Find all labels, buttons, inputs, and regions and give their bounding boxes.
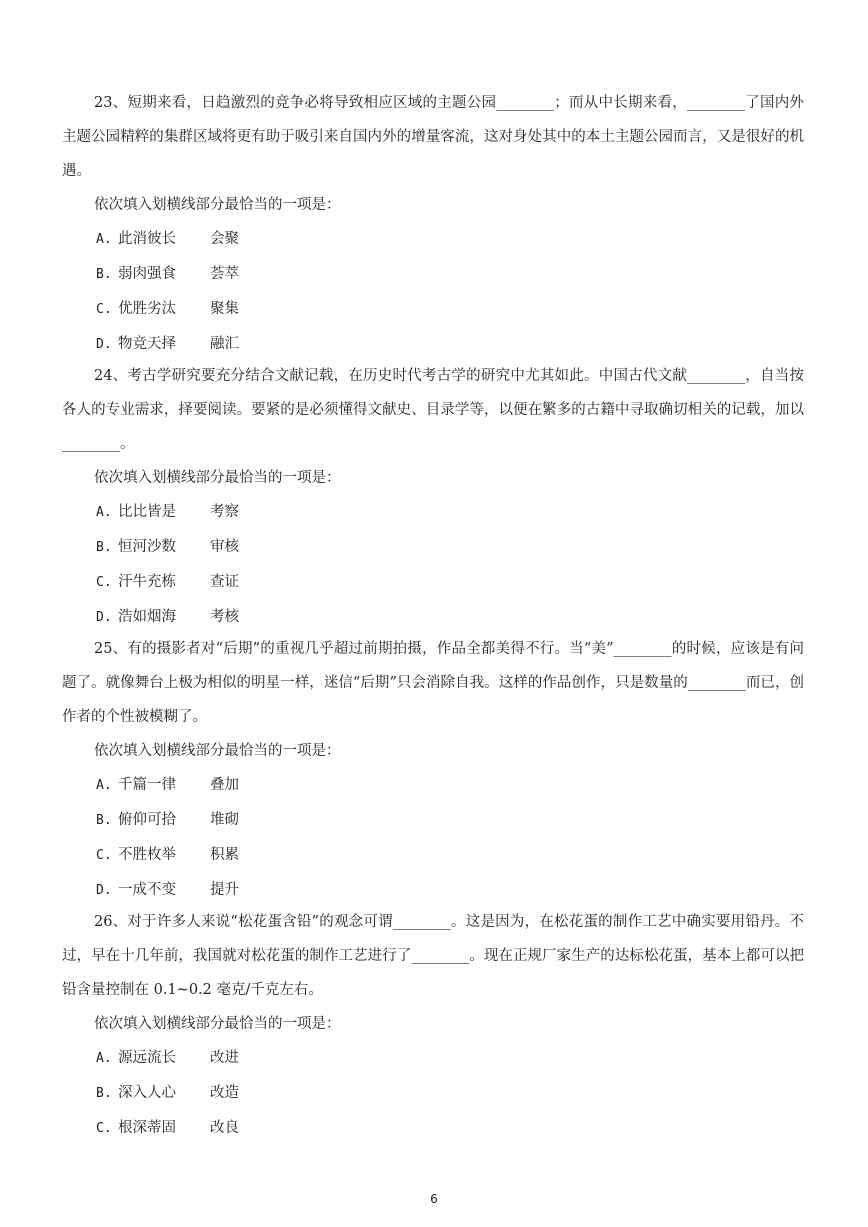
option-word-1: 恒河沙数 (118, 539, 176, 555)
option-b[interactable] (62, 257, 804, 292)
option-letter: D. (96, 337, 112, 352)
option-word-2: 积累 (210, 847, 239, 863)
option-letter: A. (96, 232, 112, 247)
question-prompt: 依次填入划横线部分最恰当的一项是： (94, 197, 341, 213)
option-word-1: 弱肉强食 (118, 266, 176, 282)
option-word-2: 融汇 (210, 336, 239, 352)
option-word-1: 此消彼长 (118, 231, 176, 247)
option-letter: D. (96, 883, 112, 898)
option-word-1: 优胜劣汰 (118, 301, 176, 317)
option-word-2: 考察 (210, 504, 239, 520)
question-prompt: 依次填入划横线部分最恰当的一项是： (94, 470, 341, 486)
option-a[interactable] (62, 222, 804, 257)
option-c[interactable] (62, 838, 804, 873)
option-list (62, 222, 804, 362)
option-b[interactable] (62, 1076, 804, 1111)
option-letter: A. (96, 1051, 112, 1066)
option-word-1: 源远流长 (118, 1050, 176, 1066)
option-word-2: 会聚 (210, 231, 239, 247)
option-word-1: 汗牛充栋 (118, 574, 176, 590)
option-word-2: 堆砌 (210, 812, 239, 828)
option-letter: C. (96, 1121, 112, 1136)
option-d[interactable] (62, 873, 804, 908)
option-letter: C. (96, 575, 112, 590)
option-letter: C. (96, 848, 112, 863)
option-list (62, 1041, 804, 1146)
option-letter: B. (96, 267, 112, 282)
question-stem: 24、考古学研究要充分结合文献记载，在历史时代考古学的研究中尤其如此。中国古代文献________，自当按各人的专业需求，择要阅读。要紧的是必须懂得文献史、目录学等，以便在繁多的古籍中寻取确切相关的记载，加以________。 (62, 368, 804, 452)
question-prompt: 依次填入划横线部分最恰当的一项是： (94, 743, 341, 759)
option-word-2: 审核 (210, 539, 239, 555)
option-letter: C. (96, 302, 112, 317)
option-c[interactable] (62, 565, 804, 600)
option-a[interactable] (62, 495, 804, 530)
option-word-1: 千篇一律 (118, 777, 176, 793)
option-word-2: 改造 (210, 1085, 239, 1101)
option-word-1: 根深蒂固 (118, 1120, 176, 1136)
question-25 (62, 632, 804, 908)
option-word-2: 荟萃 (210, 266, 239, 282)
option-letter: B. (96, 1086, 112, 1101)
option-word-2: 考核 (210, 609, 239, 625)
option-word-2: 叠加 (210, 777, 239, 793)
option-word-2: 聚集 (210, 301, 239, 317)
option-word-2: 提升 (210, 882, 239, 898)
question-prompt: 依次填入划横线部分最恰当的一项是： (94, 1016, 341, 1032)
option-letter: B. (96, 813, 112, 828)
option-c[interactable] (62, 1111, 804, 1146)
option-c[interactable] (62, 292, 804, 327)
option-word-1: 不胜枚举 (118, 847, 176, 863)
option-b[interactable] (62, 803, 804, 838)
option-letter: D. (96, 610, 112, 625)
question-stem: 25、有的摄影者对“后期”的重视几乎超过前期拍摄，作品全都美得不行。当“美”________的时候，应该是有问题了。就像舞台上极为相似的明星一样，迷信“后期”只会消除自我。这样的作品创作，只是数量的________而已，创作者的个性被模糊了。 (62, 641, 804, 725)
option-letter: B. (96, 540, 112, 555)
option-word-2: 查证 (210, 574, 239, 590)
option-word-1: 比比皆是 (118, 504, 176, 520)
page-number: 6 (430, 1192, 438, 1206)
option-d[interactable] (62, 600, 804, 635)
option-b[interactable] (62, 530, 804, 565)
option-word-1: 一成不变 (118, 882, 176, 898)
option-word-2: 改进 (210, 1050, 239, 1066)
option-list (62, 768, 804, 908)
option-word-1: 深入人心 (118, 1085, 176, 1101)
option-word-1: 浩如烟海 (118, 609, 176, 625)
question-26 (62, 905, 804, 1146)
option-letter: A. (96, 778, 112, 793)
option-word-1: 物竞天择 (118, 336, 176, 352)
option-word-1: 俯仰可拾 (118, 812, 176, 828)
question-23 (62, 86, 804, 362)
question-stem: 23、短期来看，日趋激烈的竞争必将导致相应区域的主题公园________；而从中长期来看，________了国内外主题公园精粹的集群区域将更有助于吸引来自国内外的增量客流，这对身处其中的本土主题公园而言，又是很好的机遇。 (62, 95, 804, 179)
option-word-2: 改良 (210, 1120, 239, 1136)
question-stem: 26、对于许多人来说“松花蛋含铅”的观念可谓________。这是因为，在松花蛋的制作工艺中确实要用铅丹。不过，早在十几年前，我国就对松花蛋的制作工艺进行了________。现在正规厂家生产的达标松花蛋，基本上都可以把铅含量控制在 0.1~0.2 毫克/千克左右。 (62, 914, 804, 998)
option-d[interactable] (62, 327, 804, 362)
option-letter: A. (96, 505, 112, 520)
option-a[interactable] (62, 1041, 804, 1076)
question-24 (62, 359, 804, 635)
option-list (62, 495, 804, 635)
option-a[interactable] (62, 768, 804, 803)
